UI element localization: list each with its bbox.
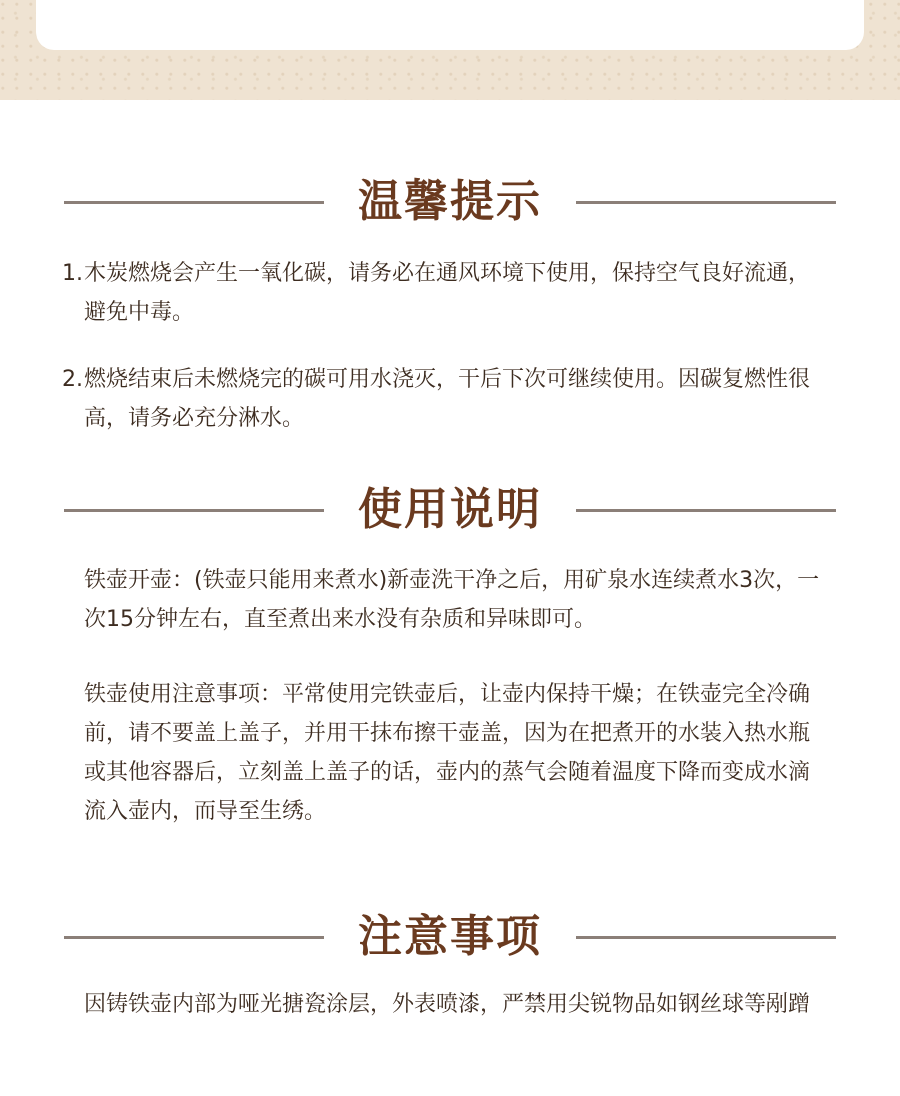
section-header-tips	[64, 172, 836, 232]
tip-item-2	[62, 360, 824, 438]
section-title-usage: 使用说明	[358, 484, 542, 535]
tip-text: 木炭燃烧会产生一氧化碳，请务必在通风环境下使用，保持空气良好流通，避免中毒。	[84, 261, 811, 325]
divider-right	[576, 936, 836, 939]
usage-paragraph-kettle-opening: 铁壶开壶：(铁壶只能用来煮水)新壶洗干净之后，用矿泉水连续煮水3次，一次15分钟左右，直至煮出来水没有杂质和异味即可。	[84, 568, 820, 632]
tip-item-1	[62, 254, 824, 332]
section-title-notes: 注意事项	[358, 911, 542, 962]
section-header-usage	[64, 480, 836, 540]
top-texture-band	[0, 0, 900, 100]
usage-paragraph-care-notes: 铁壶使用注意事项：平常使用完铁壶后，让壶内保持干燥；在铁壶完全冷确前，请不要盖上盖子，并用干抹布擦干壶盖，因为在把煮开的水装入热水瓶或其他容器后，立刻盖上盖子的话，壶内的蒸气会随着温度下降而变成水滴流入壶内，而导至生绣。	[84, 682, 811, 824]
section-header-notes	[64, 907, 836, 967]
tip-number: 1.	[62, 261, 83, 286]
tip-text: 燃烧结束后未燃烧完的碳可用水浇灭，干后下次可继续使用。因碳复燃性很高，请务必充分淋水。	[84, 367, 811, 431]
tip-number: 2.	[62, 367, 83, 392]
divider-right	[576, 509, 836, 512]
divider-right	[576, 201, 836, 204]
notes-paragraph: 因铸铁壶内部为哑光搪瓷涂层，外表喷漆，严禁用尖锐物品如钢丝球等剐蹭	[84, 992, 811, 1017]
info-card	[36, 0, 864, 50]
section-title-tips: 温馨提示	[358, 176, 542, 227]
